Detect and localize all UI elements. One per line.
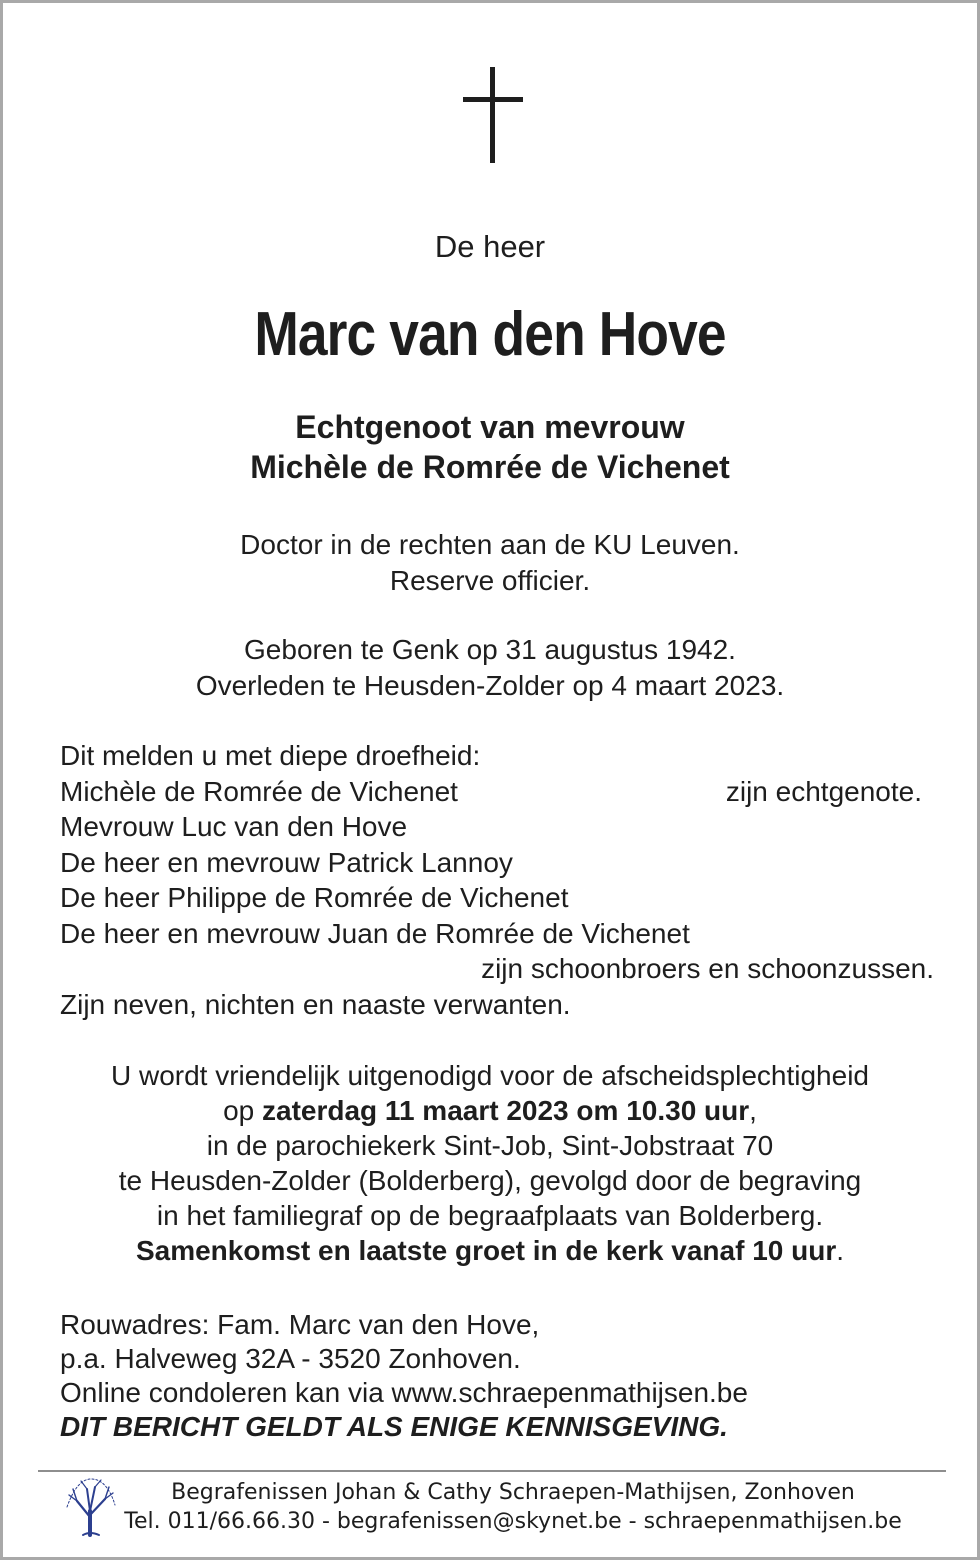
spouse-line-2: Michèle de Romrée de Vichenet: [250, 449, 730, 485]
mourners-intro: Dit melden u met diepe droefheid:: [60, 740, 481, 771]
birth-date: Geboren te Genk op 31 augustus 1942.: [244, 634, 736, 665]
mourner-family-4: De heer en mevrouw Juan de Romrée de Vichenet: [60, 917, 690, 949]
tree-logo-icon: [63, 1477, 119, 1537]
mourner-spouse-relation: zijn echtgenote.: [725, 775, 922, 807]
address-block: [60, 1308, 748, 1444]
mourner-family-2: De heer en mevrouw Patrick Lannoy: [60, 846, 513, 878]
ceremony-line-3: in de parochiekerk Sint-Job, Sint-Jobstraat 70: [206, 1130, 774, 1161]
profession-line-2: Reserve officier.: [389, 565, 591, 596]
mourners-list: [60, 738, 934, 1022]
mourner-family-1: Mevrouw Luc van den Hove: [60, 811, 408, 842]
footer-company: Begrafenissen Johan & Cathy Schraepen-Mathijsen, Zonhoven: [171, 1480, 855, 1505]
notice-line: DIT BERICHT GELDT ALS ENIGE KENNISGEVING.: [60, 1411, 728, 1442]
ceremony-line-2-suffix: ,: [749, 1095, 757, 1126]
footer-contact: Tel. 011/66.66.30 - begrafenissen@skynet.be - schraepenmathijsen.be: [124, 1509, 902, 1534]
spouse-line-1: Echtgenoot van mevrouw: [295, 409, 685, 445]
cross-icon: [463, 67, 523, 163]
ceremony-line-5: in het familiegraf op de begraafplaats van Bolderberg.: [156, 1200, 824, 1231]
ceremony-line-4: te Heusden-Zolder (Bolderberg), gevolgd door de begraving: [118, 1165, 862, 1196]
mourner-family-3: De heer Philippe de Romrée de Vichenet: [60, 882, 569, 913]
mourner-family-relation-row: [60, 951, 934, 987]
ceremony-gathering: Samenkomst en laatste groet in de kerk vanaf 10 uur: [135, 1235, 837, 1266]
ceremony-line-1: U wordt vriendelijk uitgenodigd voor de afscheidsplechtigheid: [110, 1060, 869, 1091]
dates-block: [3, 632, 977, 704]
address-line-2: p.a. Halveweg 32A - 3520 Zonhoven.: [60, 1343, 521, 1374]
condolence-line: Online condoleren kan via www.schraepenmathijsen.be: [60, 1377, 748, 1408]
profession-block: [3, 527, 977, 599]
mourner-family-relation: zijn schoonbroers en schoonzussen.: [481, 953, 934, 984]
mourner-spouse-row: [60, 774, 930, 810]
ceremony-date-time: zaterdag 11 maart 2023 om 10.30 uur: [262, 1095, 750, 1126]
ceremony-line-2: [3, 1093, 977, 1128]
profession-line-1: Doctor in de rechten aan de KU Leuven.: [240, 529, 740, 560]
death-date: Overleden te Heusden-Zolder op 4 maart 2023.: [195, 670, 785, 701]
ceremony-block: [3, 1058, 977, 1268]
honorific-title: De heer: [434, 229, 546, 264]
address-line-1: Rouwadres: Fam. Marc van den Hove,: [60, 1309, 540, 1340]
spouse-block: [3, 407, 977, 487]
mourner-relatives: Zijn neven, nichten en naaste verwanten.: [60, 988, 571, 1020]
mourner-spouse-name: Michèle de Romrée de Vichenet: [60, 775, 458, 807]
deceased-name: Marc van den Hove: [254, 300, 726, 369]
ceremony-line-6-suffix: .: [836, 1235, 845, 1266]
ceremony-line-6: [3, 1233, 977, 1268]
footer-divider: [38, 1470, 946, 1472]
ceremony-line-2-prefix: op: [223, 1095, 262, 1126]
